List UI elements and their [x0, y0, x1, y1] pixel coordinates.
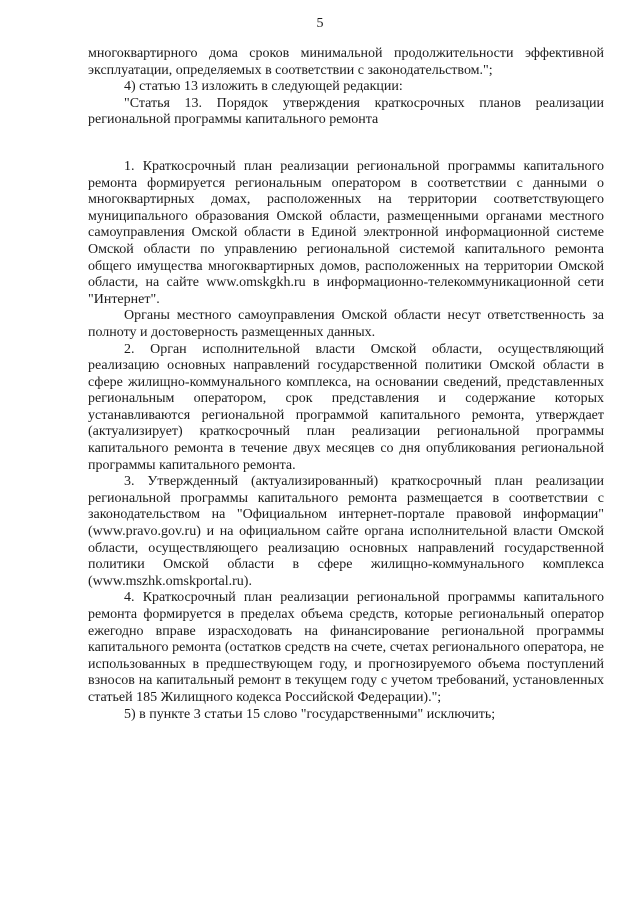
- paragraph-amendment-5: 5) в пункте 3 статьи 15 слово "государственными" исключить;: [124, 706, 496, 722]
- article-13-heading: "Статья 13. Порядок утверждения краткосрочных планов реализации региональной программы капитального ремонта: [88, 95, 604, 128]
- paragraph-item-2: 2. Орган исполнительной власти Омской области, осуществляющий реализацию основных направлений государственной политики Омской области в сфере жилищно-коммунального комплекса, на основании сведений, представленных региональным оператором, срок представления и содержание которых устанавливаются региональной программой капитального ремонта, утверждает (актуализирует) краткосрочный план реализации региональной программы капитального ремонта в течение двух месяцев со дня опубликования региональной программы капитального ремонта.: [88, 341, 604, 473]
- page-number: 5: [316, 16, 324, 31]
- paragraph-amendment-4: 4) статью 13 изложить в следующей редакции:: [124, 79, 403, 95]
- paragraph-item-4: 4. Краткосрочный план реализации региональной программы капитального ремонта формируется в пределах объема средств, которые региональный оператор ежегодно вправе израсходовать на финансирование региональной программы капитального ремонта (остатков средств на счете, счетах регионального оператора, не использованных в предшествующем году, и прогнозируемого объема поступлений взносов на капитальный ремонт в текущем году с учетом требований, установленных статьей 185 Жилищного кодекса Российской Федерации).";: [88, 590, 604, 705]
- paragraph-item-1: 1. Краткосрочный план реализации региональной программы капитального ремонта формируется региональным оператором в соответствии с данными о многоквартирных домах, расположенных на территории соответствующего муниципального образования Омской области, размещенными органами местного самоуправления Омской области в Единой электронной информационной системе Омской области по управлению региональной системой капитального ремонта общего имущества многоквартирных домов, расположенных на территории Омской области, на сайте www.omskgkh.ru в информационно-телекоммуникационной сети "Интернет".: [88, 158, 604, 307]
- paragraph-continuation: многоквартирного дома сроков минимальной продолжительности эффективной эксплуатации, определяемых в соответствии с законодательством.";: [88, 46, 604, 78]
- paragraph-local-authorities: Органы местного самоуправления Омской области несут ответственность за полноту и достоверность размещенных данных.: [88, 308, 604, 340]
- document-body: [88, 46, 604, 723]
- paragraph-item-3: 3. Утвержденный (актуализированный) краткосрочный план реализации региональной программы капитального ремонта размещается в соответствии с законодательством на "Официальном интернет-портале правовой информации" (www.pravo.gov.ru) и на официальном сайте органа исполнительной власти Омской области, осуществляющего реализацию основных направлений государственной политики Омской области в сфере жилищно-коммунального комплекса (www.mszhk.omskportal.ru).: [88, 474, 604, 589]
